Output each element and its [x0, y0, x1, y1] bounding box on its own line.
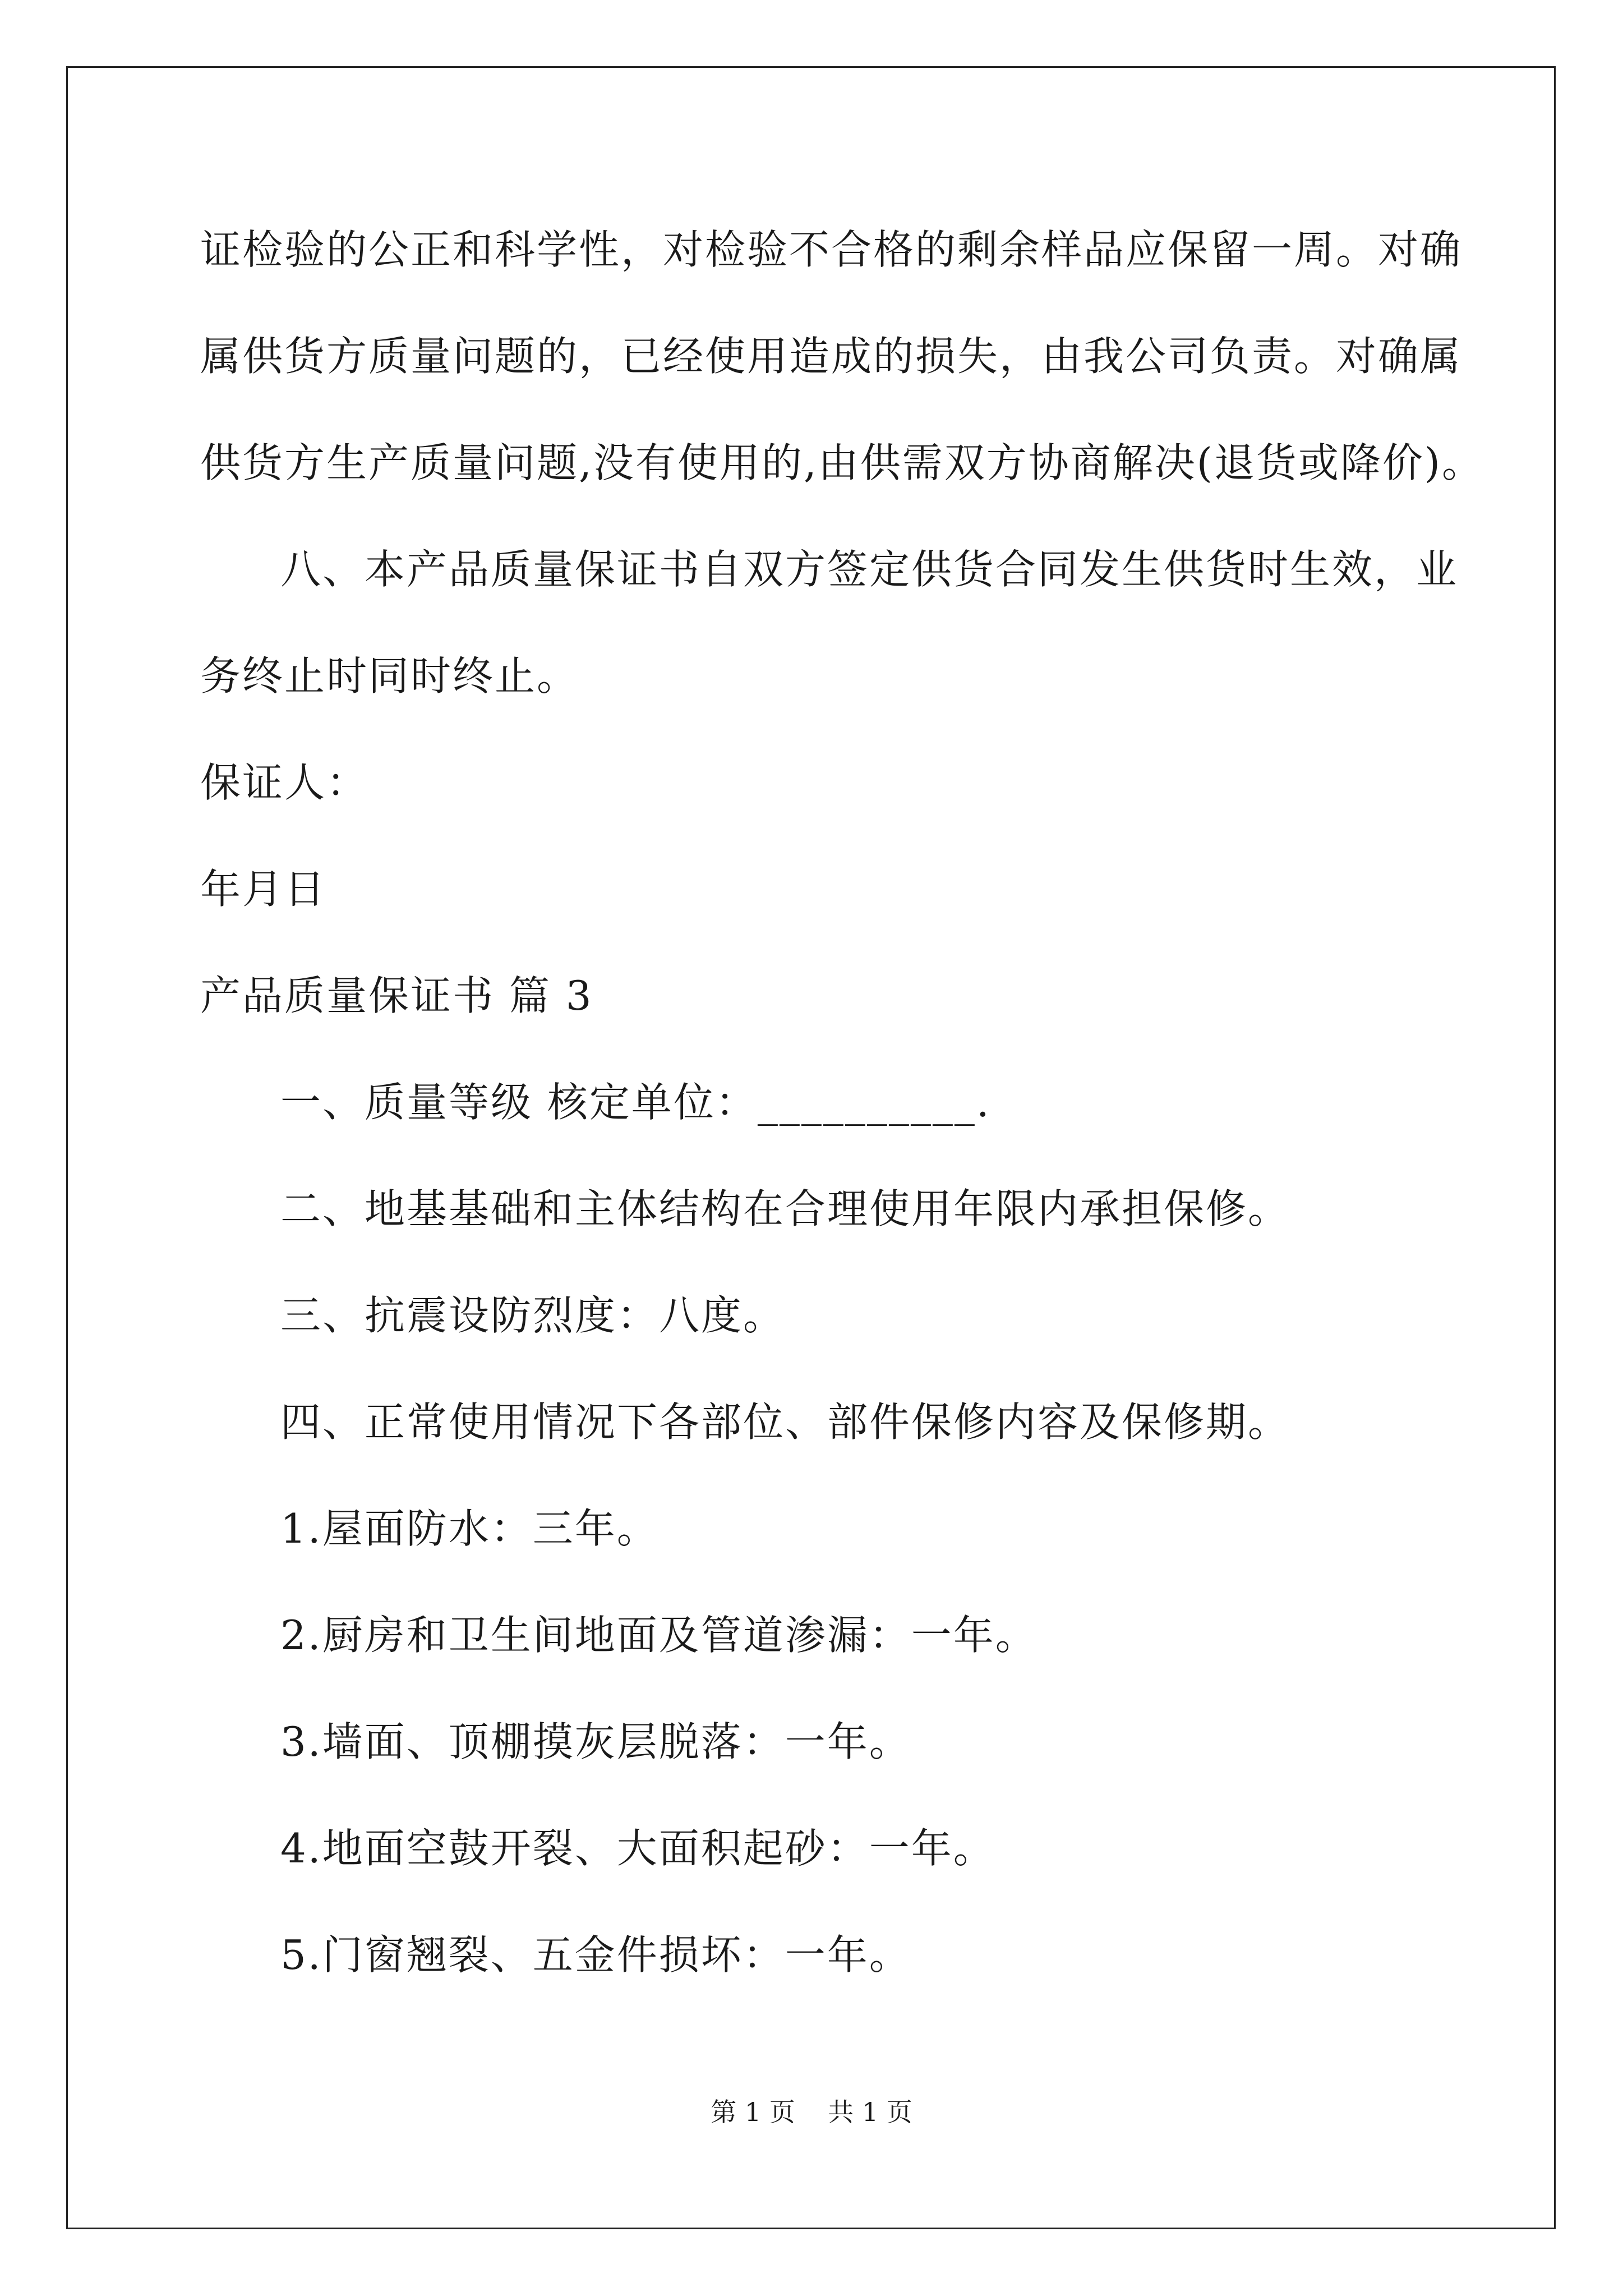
guarantor-label: 保证人：: [200, 759, 369, 806]
clause-8: 八、本产品质量保证书自双方签定供货合同发生供货时生效，业: [280, 546, 1459, 593]
clause-4: 四、正常使用情况下各部位、部件保修内容及保修期。: [280, 1398, 1290, 1446]
warranty-item-1: 1.屋面防水：三年。: [280, 1505, 659, 1552]
body-text-line: 务终止时同时终止。: [200, 652, 579, 700]
clause-1: 一、质量等级 核定单位：__________.: [280, 1079, 991, 1126]
body-text-line: 属供货方质量问题的，已经使用造成的损失，由我公司负责。对确属: [200, 333, 1463, 380]
clause-3: 三、抗震设防烈度：八度。: [280, 1292, 786, 1339]
section-heading: 产品质量保证书 篇 3: [200, 972, 593, 1019]
page-footer: 第 1 页 共 1 页: [711, 2097, 912, 2127]
page-border: [66, 66, 1556, 2229]
warranty-item-5: 5.门窗翘裂、五金件损坏：一年。: [280, 1931, 911, 1978]
warranty-item-2: 2.厨房和卫生间地面及管道渗漏：一年。: [280, 1612, 1038, 1659]
clause-2: 二、地基基础和主体结构在合理使用年限内承担保修。: [280, 1185, 1290, 1232]
date-label: 年月日: [200, 866, 327, 913]
body-text-line: 证检验的公正和科学性，对检验不合格的剩余样品应保留一周。对确: [200, 226, 1463, 273]
warranty-item-4: 4.地面空鼓开裂、大面积起砂：一年。: [280, 1825, 995, 1872]
body-text-line: 供货方生产质量问题,没有使用的,由供需双方协商解决(退货或降价)。: [200, 439, 1484, 486]
warranty-item-3: 3.墙面、顶棚摸灰层脱落：一年。: [280, 1718, 911, 1765]
